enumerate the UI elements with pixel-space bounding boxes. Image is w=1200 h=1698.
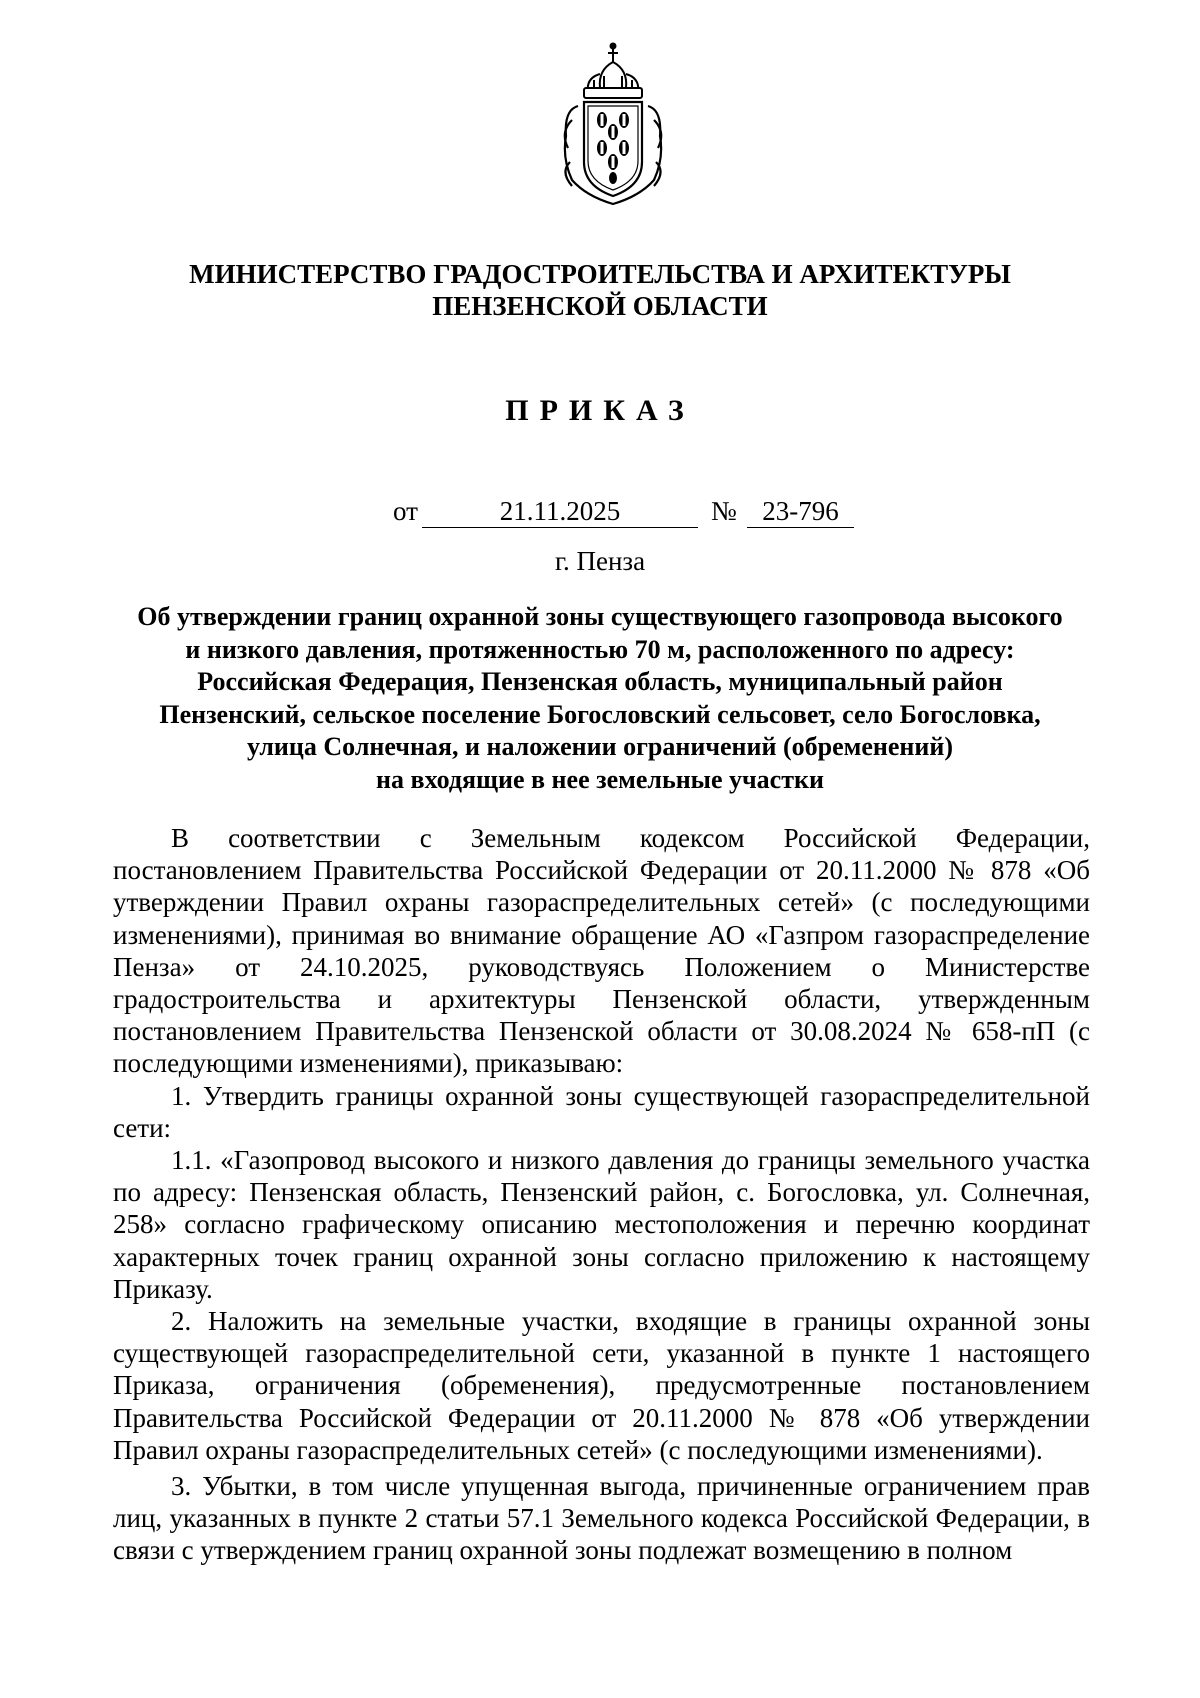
preamble-paragraph: В соответствии с Земельным кодексом Российской Федерации, постановлением Правительства Российской Федерации от 20.11.2000 № 878 «Об утверждении Правил охраны газораспределительных сетей» (с последующими изменениями), принимая во внимание обращение АО «Газпром газораспределение Пенза» от 24.10.2025, руководствуясь Положением о Министерстве градостроительства и архитектуры Пензенской области, утвержденным постановлением Правительства Пензенской области от 30.08.2024 № 658-пП (с последующими изменениями), приказываю: <box>113 823 1090 1079</box>
subject-line: на входящие в нее земельные участки <box>376 764 824 794</box>
order-subject <box>110 601 1090 796</box>
number-sign: № <box>711 496 737 526</box>
subject-line: Российская Федерация, Пензенская область, муниципальный район <box>197 667 1003 696</box>
subject-line: и низкого давления, протяженностью 70 м, расположенного по адресу: <box>185 634 1015 664</box>
order-body <box>113 822 1090 1567</box>
item-1-1-paragraph: 1.1. «Газопровод высокого и низкого давления до границы земельного участка по адресу: Пензенская область, Пензенский район, с. Богословка, ул. Солнечная, 258» согласно графическому описанию местоположения и перечню координат характерных точек границ охранной зоны согласно приложению к настоящему Приказу. <box>113 1145 1090 1304</box>
order-title: ПРИКАЗ <box>505 394 695 427</box>
order-date: 21.11.2025 <box>422 496 698 528</box>
date-prefix: от <box>393 496 418 526</box>
item-2-paragraph: 2. Наложить на земельные участки, входящие в границы охранной зоны существующей газораспределительной сети, указанной в пункте 1 настоящего Приказа, ограничения (обременения), предусмотренные постановлением Правительства Российской Федерации от 20.11.2000 № 878 «Об утверждении Правил охраны газораспределительных сетей» (с последующими изменениями). <box>113 1306 1090 1465</box>
order-number: 23-796 <box>747 496 854 528</box>
subject-line: улица Солнечная, и наложении ограничений (обременений) <box>246 732 954 761</box>
item-3-paragraph: 3. Убытки, в том числе упущенная выгода, причиненные ограничением прав лиц, указанных в пункте 2 статьи 57.1 Земельного кодекса Российской Федерации, в связи с утверждением границ охранной зоны подлежат возмещению в полном <box>113 1471 1090 1566</box>
subject-line: Пензенский, сельское поселение Богословский сельсовет, село Богословка, <box>159 699 1041 729</box>
ministry-name <box>0 258 1200 322</box>
coat-of-arms-icon <box>558 40 668 208</box>
ministry-line-1: МИНИСТЕРСТВО ГРАДОСТРОИТЕЛЬСТВА И АРХИТЕКТУРЫ <box>189 259 1011 289</box>
city: г. Пенза <box>554 546 646 576</box>
subject-line: Об утверждении границ охранной зоны существующего газопровода высокого <box>137 602 1063 631</box>
item-1-paragraph: 1. Утвердить границы охранной зоны существующей газораспределительной сети: <box>113 1080 1090 1143</box>
order-date-number-line <box>0 496 1200 530</box>
ministry-line-2: ПЕНЗЕНСКОЙ ОБЛАСТИ <box>432 291 768 321</box>
